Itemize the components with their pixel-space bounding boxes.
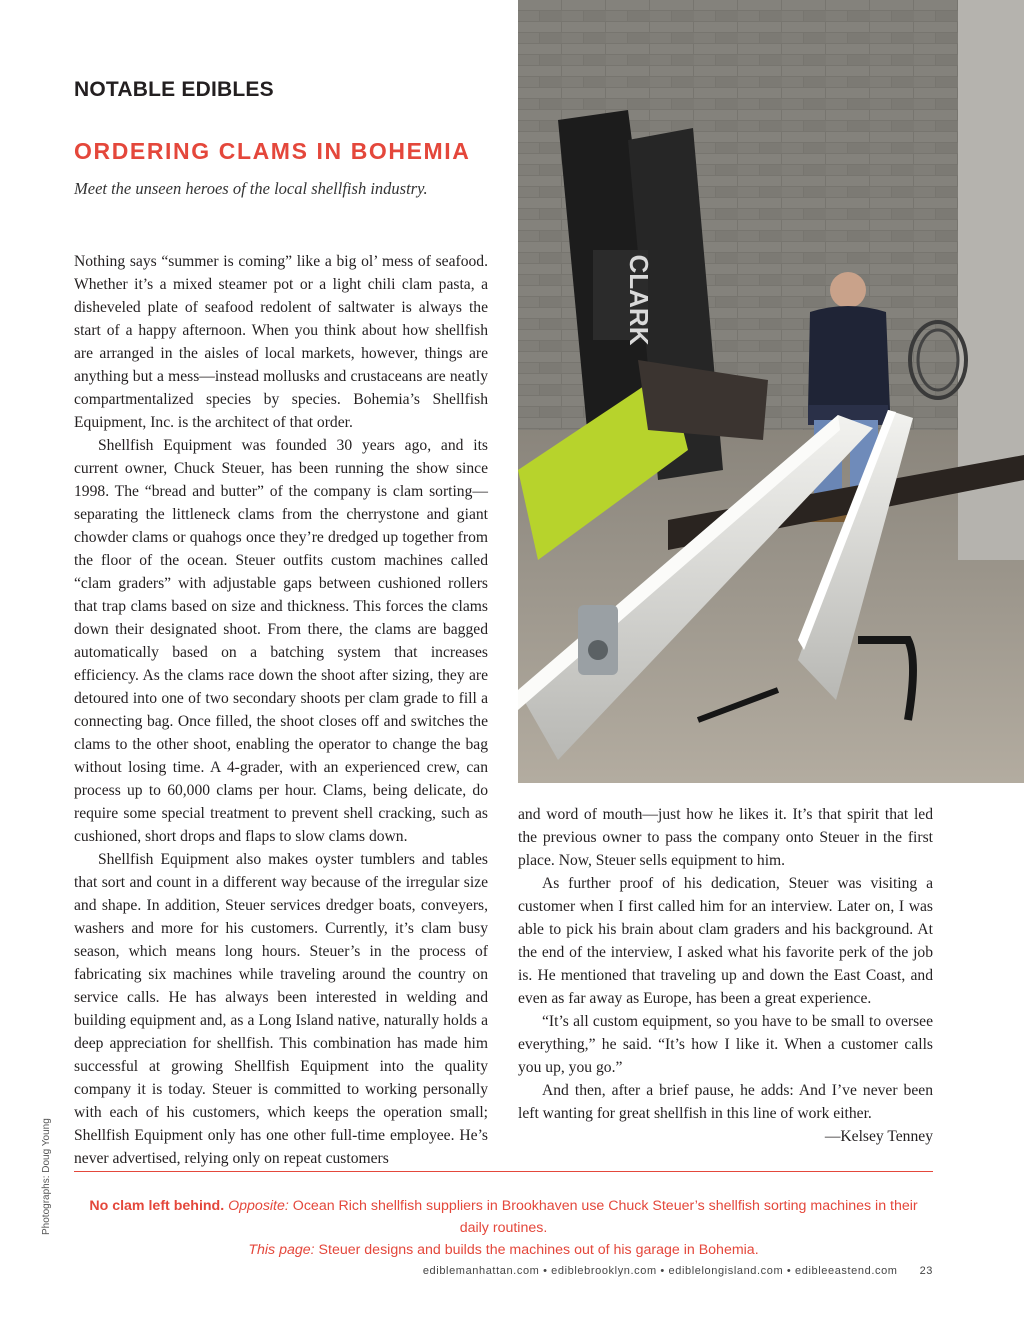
- body-column-left: [74, 250, 488, 1170]
- section-label: NOTABLE EDIBLES: [74, 78, 274, 101]
- body-paragraph: “It’s all custom equipment, so you have to be small to oversee everything,” he said. “It’s how I like it. When a customer calls you up, you go.”: [518, 1013, 933, 1076]
- body-paragraph: Shellfish Equipment also makes oyster tumblers and tables that sort and count in a different way because of the irregular size and shape. In addition, Steuer services dredger boats, conveyers, washers and more for his customers. Currently, it’s clam busy season, which means long hours. Steuer’s in the process of fabricating six machines while traveling around the country on service calls. He has always been interested in welding and building equipment and, as a Long Island native, naturally holds a deep appreciation for shellfish. This combination has made him successful at growing Shellfish Equipment into the quality company it is today. Steuer is committed to working personally with each of his customers, which keeps the operation small; Shellfish Equipment only has one other full-time employee. He’s never advertised, relying only on repeat customers: [74, 851, 488, 1167]
- author-signature: —Kelsey Tenney: [824, 1128, 933, 1145]
- body-column-right: [518, 803, 933, 1148]
- page-number: 23: [919, 1265, 933, 1277]
- article-dek: Meet the unseen heroes of the local shellfish industry.: [74, 179, 428, 198]
- caption-this-page-label: This page:: [248, 1242, 315, 1258]
- photo-caption: [74, 1195, 933, 1261]
- footer-sites: ediblemanhattan.com • ediblebrooklyn.com • ediblelongisland.com • edibleeastend.com: [422, 1265, 898, 1277]
- caption-divider: [74, 1171, 933, 1172]
- caption-opposite-text: Ocean Rich shellfish suppliers in Brookhaven use Chuck Steuer’s shellfish sorting machines in their daily routines.: [292, 1198, 918, 1236]
- body-paragraph: And then, after a brief pause, he adds: And I’ve never been left wanting for great shellfish in this line of work either.: [518, 1082, 933, 1122]
- body-paragraph: Nothing says “summer is coming” like a big ol’ mess of seafood. Whether it’s a mixed steamer pot or a light chili clam pasta, a disheveled plate of seafood redolent of saltwater is always the start of a happy afternoon. When you think about how shellfish are arranged in the aisles of local markets, however, things are anything but a mess—instead mollusks and crustaceans are neatly compartmentalized species by species. Bohemia’s Shellfish Equipment, Inc. is the architect of that order.: [74, 253, 488, 431]
- body-paragraph: and word of mouth—just how he likes it. It’s that spirit that led the previous owner to pass the company onto Steuer in the first place. Now, Steuer sells equipment to him.: [518, 806, 933, 869]
- photo-credit: Photographs: Doug Young: [41, 1118, 52, 1235]
- body-paragraph: Shellfish Equipment was founded 30 years ago, and its current owner, Chuck Steuer, has been running the show since 1998. The “bread and butter” of the company is clam sorting—separating the littleneck clams from the cherrystone and giant chowder clams or quahogs once they’re dredged up together from the floor of the ocean. Steuer outfits custom machines called “clam graders” with adjustable gaps between cushioned rollers that trap clams based on size and thickness. This forces the clams down their designated shoot. From there, the clams are bagged automatically based on a batching system that increases efficiency. As the clams race down the shoot after sizing, they are detoured into one of two secondary shoots per clam grade to fill a connecting bag. Once filled, the shoot closes off and switches the clams to the other shoot, enabling the operator to change the bag without losing time. A 4-grader, with an experienced crew, can process up to 60,000 clams per hour. Clams, being delicate, do require some special treatment to prevent shell cracking, such as cushioned, short drops and flaps to slow clams down.: [74, 437, 488, 845]
- body-paragraph: As further proof of his dedication, Steuer was visiting a customer when I first called him for an interview. Later on, I was able to pick his brain about clam graders and his background. At the end of the interview, I asked what his favorite perk of the job is. He mentioned that traveling up and down the East Coast, and even as far away as Europe, has been a great experience.: [518, 875, 933, 1007]
- feature-photo: [518, 0, 1024, 783]
- page-footer: [423, 1265, 933, 1277]
- caption-opposite-label: Opposite:: [228, 1198, 289, 1214]
- forklift-brand-text: CLARK: [624, 254, 654, 346]
- caption-lead: No clam left behind.: [89, 1198, 225, 1214]
- article-headline: ORDERING CLAMS IN BOHEMIA: [74, 138, 471, 164]
- caption-this-page-text: Steuer designs and builds the machines out of his garage in Bohemia.: [318, 1242, 759, 1258]
